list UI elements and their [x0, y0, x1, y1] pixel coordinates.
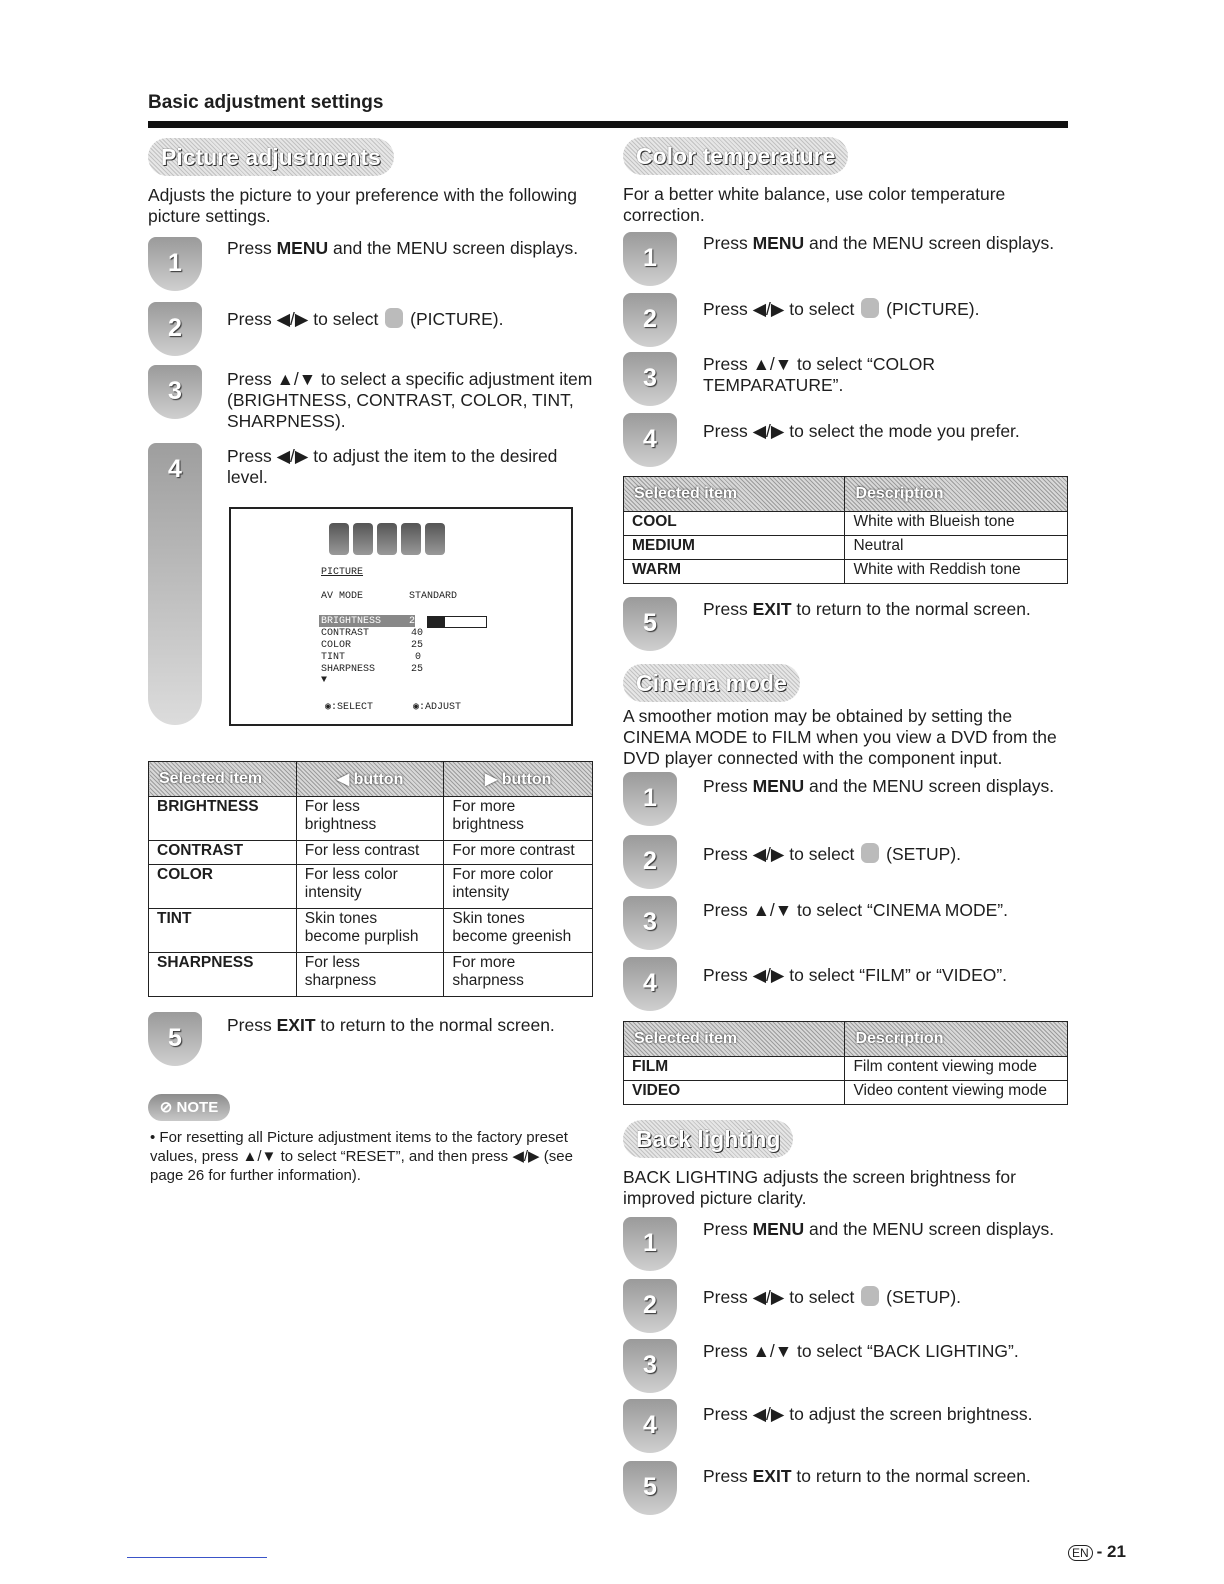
- step-badge: 3: [623, 1339, 677, 1393]
- audio-icon: [353, 523, 373, 555]
- table-cell: Skin tones become purplish: [296, 909, 444, 953]
- step-badge: 5: [148, 1012, 202, 1066]
- table-cell: COLOR: [149, 865, 297, 909]
- step-badge: 4: [623, 1399, 677, 1453]
- table-row: [624, 1081, 1068, 1105]
- screen-item-name: TINT: [321, 652, 346, 663]
- step-badge: 1: [148, 237, 202, 291]
- av-mode-label: AV MODE: [321, 591, 364, 602]
- cinema-mode-table: [623, 1021, 1068, 1105]
- table-cell: VIDEO: [624, 1081, 845, 1105]
- picture-adjust-table: [148, 761, 593, 997]
- step-badge: 2: [623, 293, 677, 347]
- scroll-down-icon: ▼: [321, 675, 328, 686]
- table-header: ◀ button: [296, 762, 444, 797]
- step-badge: 4: [623, 957, 677, 1011]
- table-cell: For more color intensity: [444, 865, 593, 909]
- step-badge: 3: [148, 365, 202, 419]
- table-header: Description: [845, 477, 1068, 512]
- backlight-intro: BACK LIGHTING adjusts the screen brightness for improved picture clarity.: [623, 1167, 1016, 1208]
- step-text: Press ▲/▼ to select “COLOR TEMPARATURE”.: [703, 354, 936, 395]
- step-badge: 2: [623, 835, 677, 889]
- step-badge: 2: [623, 1279, 677, 1333]
- table-cell: TINT: [149, 909, 297, 953]
- page-heading: Basic adjustment settings: [148, 92, 384, 113]
- menu-screen-illustration: [229, 507, 573, 726]
- note-icon: ⊘: [159, 1099, 177, 1116]
- step-text: Press ◀/▶ to select (SETUP).: [703, 844, 962, 864]
- menu-label: PICTURE: [321, 567, 364, 578]
- table-row: [149, 797, 593, 841]
- step-text: Press ▲/▼ to select “BACK LIGHTING”.: [703, 1341, 1019, 1361]
- step-badge: 3: [623, 896, 677, 950]
- picture-icon: [385, 308, 403, 328]
- table-cell: For more brightness: [444, 797, 593, 841]
- table-row: [624, 560, 1068, 584]
- heading-rule: [148, 121, 1068, 128]
- table-cell: FILM: [624, 1057, 845, 1081]
- picture-icon: [861, 298, 879, 318]
- table-cell: For less contrast: [296, 841, 444, 865]
- table-row: [624, 1057, 1068, 1081]
- table-cell: CONTRAST: [149, 841, 297, 865]
- language-mark: EN: [1068, 1545, 1093, 1561]
- step-badge: 3: [623, 352, 677, 406]
- table-cell: Skin tones become greenish: [444, 909, 593, 953]
- setup-icon: [861, 1286, 879, 1306]
- table-cell: For less color intensity: [296, 865, 444, 909]
- screen-item-name: COLOR: [321, 640, 352, 651]
- table-header: Selected item: [624, 1022, 845, 1057]
- picture-icon: [329, 523, 349, 555]
- color-temperature-title: Color temperature: [623, 137, 848, 175]
- note-badge: [148, 1094, 230, 1121]
- note-text: • For resetting all Picture adjustment items to the factory preset values, press ▲/▼ to select “RESET”, and then press ◀/▶ (see page 26 for further information).: [150, 1129, 573, 1184]
- table-header: Selected item: [149, 762, 297, 797]
- screen-item-value: 25: [411, 640, 424, 651]
- step-text: Press ▲/▼ to select “CINEMA MODE”.: [703, 900, 1008, 920]
- av-mode-value: STANDARD: [409, 591, 458, 602]
- step-badge: 2: [148, 302, 202, 356]
- step-badge: 4: [168, 455, 182, 483]
- table-header-row: [624, 477, 1068, 512]
- step-text: Press ◀/▶ to select (PICTURE).: [227, 309, 504, 329]
- table-header-row: [149, 762, 593, 797]
- step-text: Press EXIT to return to the normal screen.: [703, 1466, 1031, 1486]
- table-header: Selected item: [624, 477, 845, 512]
- table-header-row: [624, 1022, 1068, 1057]
- step-text: Press MENU and the MENU screen displays.: [703, 233, 1055, 253]
- step-text: Press ◀/▶ to select (SETUP).: [703, 1287, 962, 1307]
- table-row: [149, 909, 593, 953]
- color-temp-intro: For a better white balance, use color temperature correction.: [623, 184, 1006, 225]
- step-text: Press EXIT to return to the normal screen.: [703, 599, 1031, 619]
- cinema-intro: A smoother motion may be obtained by setting the CINEMA MODE to FILM when you view a DVD from the DVD player connected with the component input.: [623, 706, 1057, 768]
- setup-icon: [861, 843, 879, 863]
- table-cell: White with Reddish tone: [845, 560, 1068, 584]
- table-cell: Neutral: [845, 536, 1068, 560]
- table-header: Description: [845, 1022, 1068, 1057]
- table-cell: MEDIUM: [624, 536, 845, 560]
- step-badge: 1: [623, 232, 677, 286]
- screen-item-value: 25: [411, 664, 424, 675]
- table-cell: BRIGHTNESS: [149, 797, 297, 841]
- option-icon: [401, 523, 421, 555]
- step-text: Press ◀/▶ to select the mode you prefer.: [703, 421, 1020, 441]
- adjust-hint: ◉:ADJUST: [413, 702, 462, 713]
- picture-intro: Adjusts the picture to your preference with the following picture settings.: [148, 185, 577, 226]
- table-cell: Film content viewing mode: [845, 1057, 1068, 1081]
- menu-icons: [329, 523, 449, 560]
- step-badge: 1: [623, 1217, 677, 1271]
- cinema-mode-title: Cinema mode: [623, 664, 800, 702]
- step-text: Press MENU and the MENU screen displays.: [227, 238, 579, 258]
- table-header: ▶ button: [444, 762, 593, 797]
- step-badge: 5: [623, 597, 677, 651]
- select-hint: ◉:SELECT: [325, 702, 374, 713]
- step-text: Press ◀/▶ to adjust the item to the desired level.: [227, 446, 558, 487]
- step-badge: 5: [623, 1461, 677, 1515]
- screen-item-name: CONTRAST: [321, 628, 370, 639]
- table-cell: Video content viewing mode: [845, 1081, 1068, 1105]
- table-cell: White with Blueish tone: [845, 512, 1068, 536]
- table-row: [149, 841, 593, 865]
- screen-item-name: BRIGHTNESS: [321, 616, 382, 627]
- table-row: [149, 953, 593, 997]
- table-cell: For less sharpness: [296, 953, 444, 997]
- page-number: [1068, 1542, 1126, 1562]
- screen-item-name: SHARPNESS: [321, 664, 376, 675]
- screen-item-value: 25: [409, 616, 422, 627]
- screen-item-value: 0: [415, 652, 422, 663]
- level-bar: [427, 616, 487, 628]
- step-text: Press ◀/▶ to select (PICTURE).: [703, 299, 980, 319]
- table-row: [624, 536, 1068, 560]
- lock-icon: [425, 523, 445, 555]
- picture-adjustments-title: Picture adjustments: [148, 138, 394, 176]
- screen-item-value: 40: [411, 628, 424, 639]
- table-row: [624, 512, 1068, 536]
- page-number-text: - 21: [1096, 1542, 1126, 1561]
- step-text: Press MENU and the MENU screen displays.: [703, 776, 1055, 796]
- note-label: NOTE: [176, 1099, 219, 1116]
- setup-icon: [377, 523, 397, 555]
- table-cell: For more sharpness: [444, 953, 593, 997]
- table-cell: SHARPNESS: [149, 953, 297, 997]
- step-text: Press MENU and the MENU screen displays.: [703, 1219, 1055, 1239]
- table-cell: For more contrast: [444, 841, 593, 865]
- step-text: Press ◀/▶ to select “FILM” or “VIDEO”.: [703, 965, 1008, 985]
- step-badge: 1: [623, 772, 677, 826]
- note-body: For resetting all Picture adjustment items to the factory preset values, press ▲/▼ to select “RESET”, and then press ◀/▶ (see page 26 for further information).: [150, 1129, 573, 1184]
- back-lighting-title: Back lighting: [623, 1120, 793, 1158]
- footer-line: [127, 1557, 267, 1558]
- step-text: Press ◀/▶ to adjust the screen brightness.: [703, 1404, 1033, 1424]
- table-row: [149, 865, 593, 909]
- table-cell: WARM: [624, 560, 845, 584]
- step-text: Press ▲/▼ to select a specific adjustment item (BRIGHTNESS, CONTRAST, COLOR, TINT, SHARPNESS).: [227, 369, 593, 431]
- step-badge: 4: [623, 413, 677, 467]
- table-cell: COOL: [624, 512, 845, 536]
- table-cell: For less brightness: [296, 797, 444, 841]
- color-temp-table: [623, 476, 1068, 584]
- step-text: Press EXIT to return to the normal screen.: [227, 1015, 555, 1035]
